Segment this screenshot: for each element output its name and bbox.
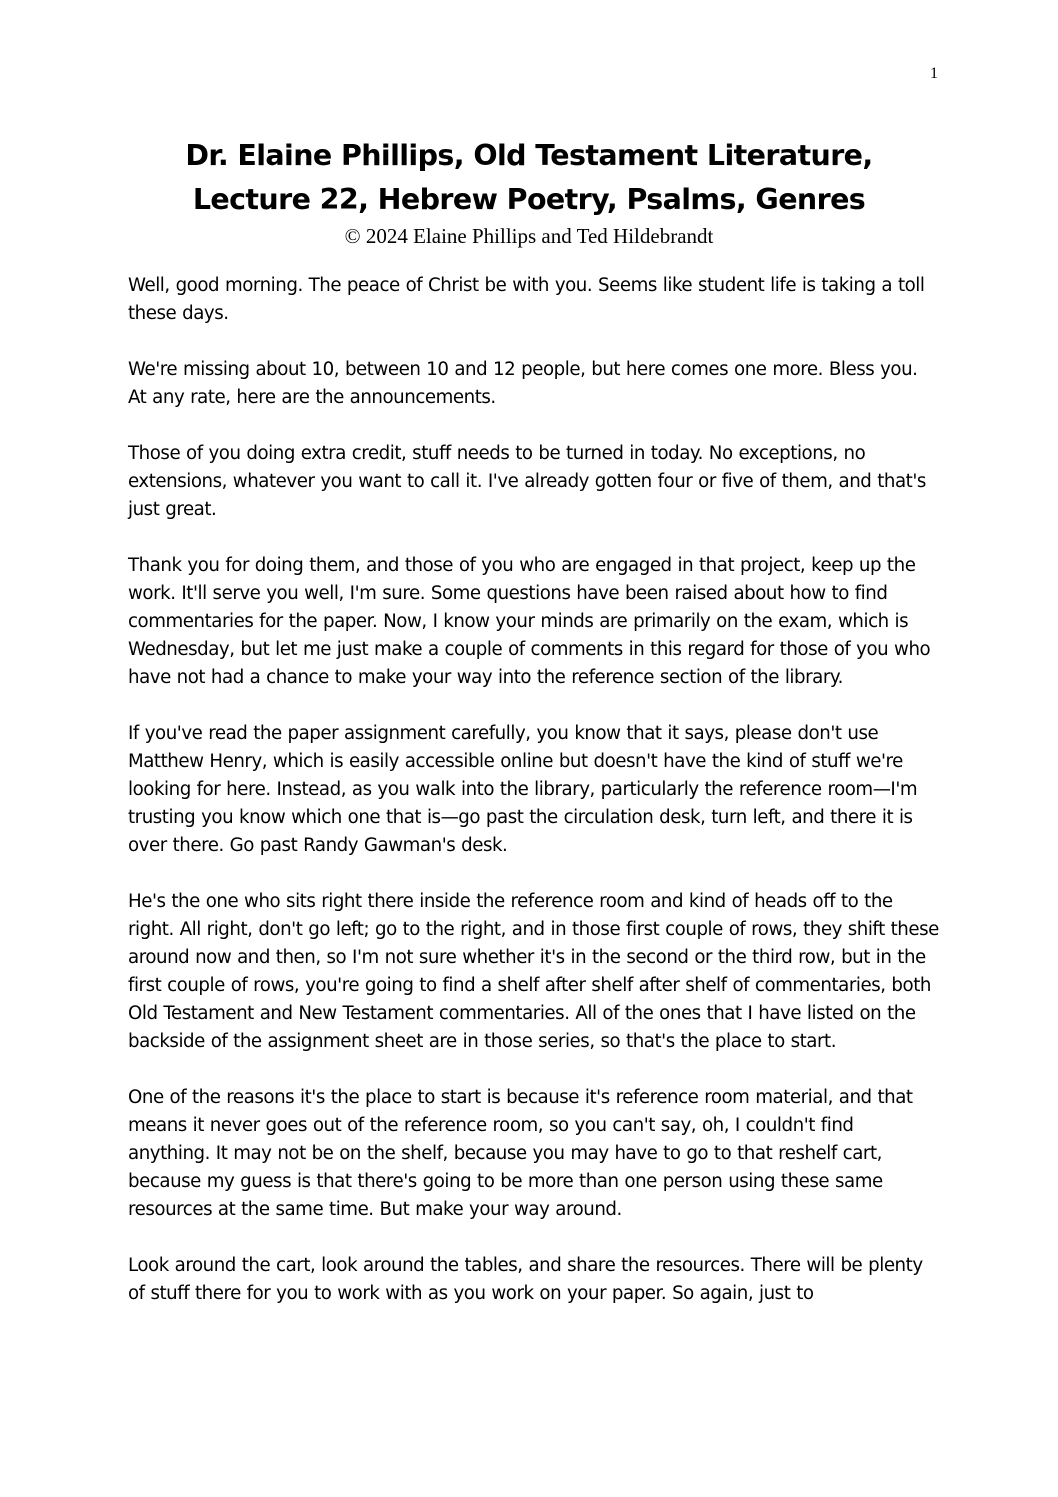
paragraph: He's the one who sits right there inside the reference room and kind of heads off to the right. All right, don't go left; go to the right, and in those first couple of rows, they shift these around now and then, so I'm not sure whether it's in the second or the third row, but in the first couple of rows, you're going to find a shelf after shelf after shelf of commentaries, both Old Testament and New Testament commentaries. All of the ones that I have listed on the backside of the assignment sheet are in those series, so that's the place to start. <box>128 891 939 1052</box>
paragraph: Look around the cart, look around the tables, and share the resources. There will be plenty of stuff there for you to work with as you work on your paper. So again, just to <box>128 1255 923 1304</box>
lecture-title <box>60 134 998 222</box>
page-number: 1 <box>930 65 938 82</box>
paragraph: Those of you doing extra credit, stuff needs to be turned in today. No exceptions, no extensions, whatever you want to call it. I've already gotten four or five of them, and that's just great. <box>128 443 926 520</box>
title-line-2: Lecture 22, Hebrew Poetry, Psalms, Genres <box>192 183 866 216</box>
paragraph: Thank you for doing them, and those of you who are engaged in that project, keep up the work. It'll serve you well, I'm sure. Some questions have been raised about how to find commentaries for the paper. Now, I know your minds are primarily on the exam, which is Wednesday, but let me just make a couple of comments in this regard for those of you who have not had a chance to make your way into the reference section of the library. <box>128 555 931 688</box>
paragraph: One of the reasons it's the place to start is because it's reference room material, and that means it never goes out of the reference room, so you can't say, oh, I couldn't find anything. It may not be on the shelf, because you may have to go to that reshelf cart, because my guess is that there's going to be more than one person using these same resources at the same time. But make your way around. <box>128 1087 913 1220</box>
title-line-1: Dr. Elaine Phillips, Old Testament Literature, <box>185 139 873 172</box>
paragraph: If you've read the paper assignment carefully, you know that it says, please don't use Matthew Henry, which is easily accessible online but doesn't have the kind of stuff we're looking for here. Instead, as you walk into the library, particularly the reference room—I'm trusting you know which one that is—go past the circulation desk, turn left, and there it is over there. Go past Randy Gawman's desk. <box>128 723 918 856</box>
paragraph: Well, good morning. The peace of Christ be with you. Seems like student life is taking a toll these days. <box>128 275 925 324</box>
paragraph: We're missing about 10, between 10 and 12 people, but here comes one more. Bless you. At any rate, here are the announcements. <box>128 359 918 408</box>
copyright-notice: © 2024 Elaine Phillips and Ted Hildebrandt <box>344 224 714 248</box>
transcript-body <box>128 272 940 1336</box>
